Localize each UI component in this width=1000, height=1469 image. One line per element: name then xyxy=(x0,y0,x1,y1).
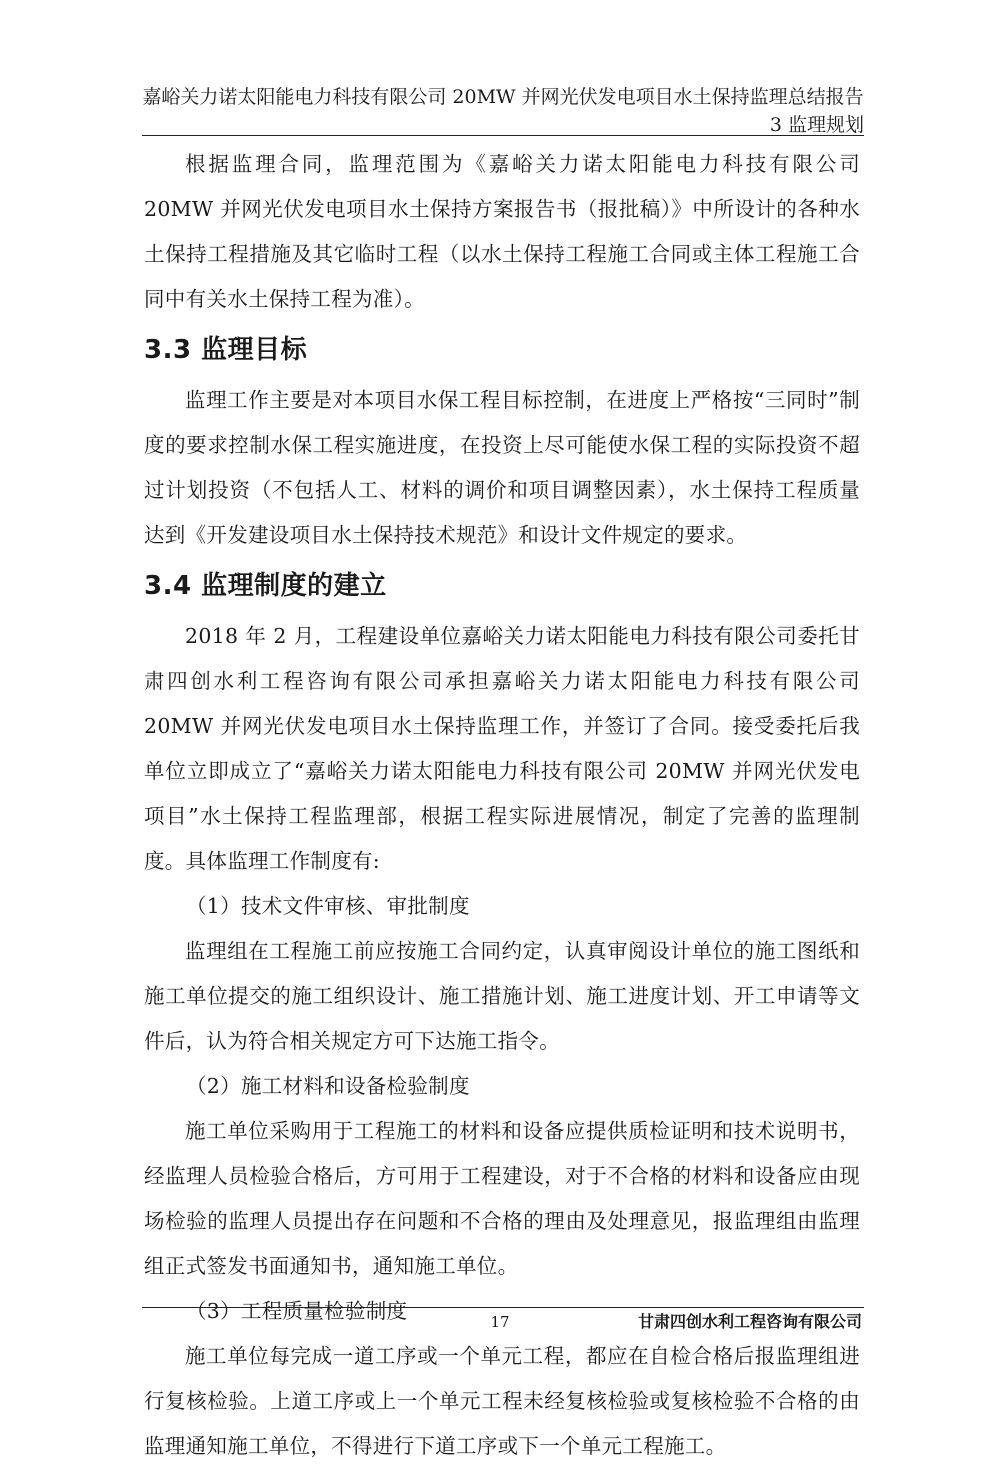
page-header xyxy=(142,84,864,138)
footer-divider xyxy=(142,1307,864,1308)
item-paragraph-2: 施工单位采购用于工程施工的材料和设备应提供质检证明和技术说明书，经监理人员检验合格后，方可用于工程建设，对于不合格的材料和设备应由现场检验的监理人员提出存在问题和不合格的理由及处理意见，报监理组由监理组正式签发书面通知书，通知施工单位。 xyxy=(144,1119,860,1278)
header-divider xyxy=(142,135,864,136)
section-heading-3-4: 3.4 监理制度的建立 xyxy=(144,571,387,601)
item-heading-3: （3）工程质量检验制度 xyxy=(186,1299,408,1323)
page-number: 17 xyxy=(490,1313,510,1331)
item-paragraph-3: 施工单位每完成一道工序或一个单元工程，都应在自检合格后报监理组进行复核检验。上道工序或上一个单元工程未经复核检验或复核检验不合格的由监理通知施工单位，不得进行下道工序或下一个单元工程施工。 xyxy=(144,1344,860,1458)
report-title: 嘉峪关力诺太阳能电力科技有限公司 20MW 并网光伏发电项目水土保持监理总结报告 xyxy=(142,86,864,108)
goal-paragraph: 监理工作主要是对本项目水保工程目标控制，在进度上严格按“三同时”制度的要求控制水保工程实施进度，在投资上尽可能使水保工程的实际投资不超过计划投资（不包括人工、材料的调价和项目调整因素），水土保持工程质量达到《开发建设项目水土保持技术规范》和设计文件规定的要求。 xyxy=(144,388,860,547)
footer-company-name: 甘肃四创水利工程咨询有限公司 xyxy=(637,1312,862,1331)
page-body xyxy=(144,142,860,1469)
item-heading-2: （2）施工材料和设备检验制度 xyxy=(186,1074,470,1098)
item-paragraph-1: 监理组在工程施工前应按施工合同约定，认真审阅设计单位的施工图纸和施工单位提交的施工组织设计、施工措施计划、施工进度计划、开工申请等文件后，认为符合相关规定方可下达施工指令。 xyxy=(144,939,860,1053)
section-heading-3-3: 3.3 监理目标 xyxy=(144,335,308,365)
system-paragraph: 2018 年 2 月，工程建设单位嘉峪关力诺太阳能电力科技有限公司委托甘肃四创水利工程咨询有限公司承担嘉峪关力诺太阳能电力科技有限公司 20MW 并网光伏发电项目水土保持监理工作，并签订了合同。接受委托后我单位立即成立了“嘉峪关力诺太阳能电力科技有限公司 20MW 并网光伏发电项目”水土保持工程监理部，根据工程实际进展情况，制定了完善的监理制度。具体监理工作制度有: xyxy=(144,624,860,873)
scope-paragraph: 根据监理合同，监理范围为《嘉峪关力诺太阳能电力科技有限公司 20MW 并网光伏发电项目水土保持方案报告书（报批稿）》中所设计的各种水土保持工程措施及其它临时工程（以水土保持工程施工合同或主体工程施工合同中有关水土保持工程为准）。 xyxy=(144,152,860,311)
item-heading-1: （1）技术文件审核、审批制度 xyxy=(186,894,470,918)
chapter-label: 3 监理规划 xyxy=(769,114,864,136)
